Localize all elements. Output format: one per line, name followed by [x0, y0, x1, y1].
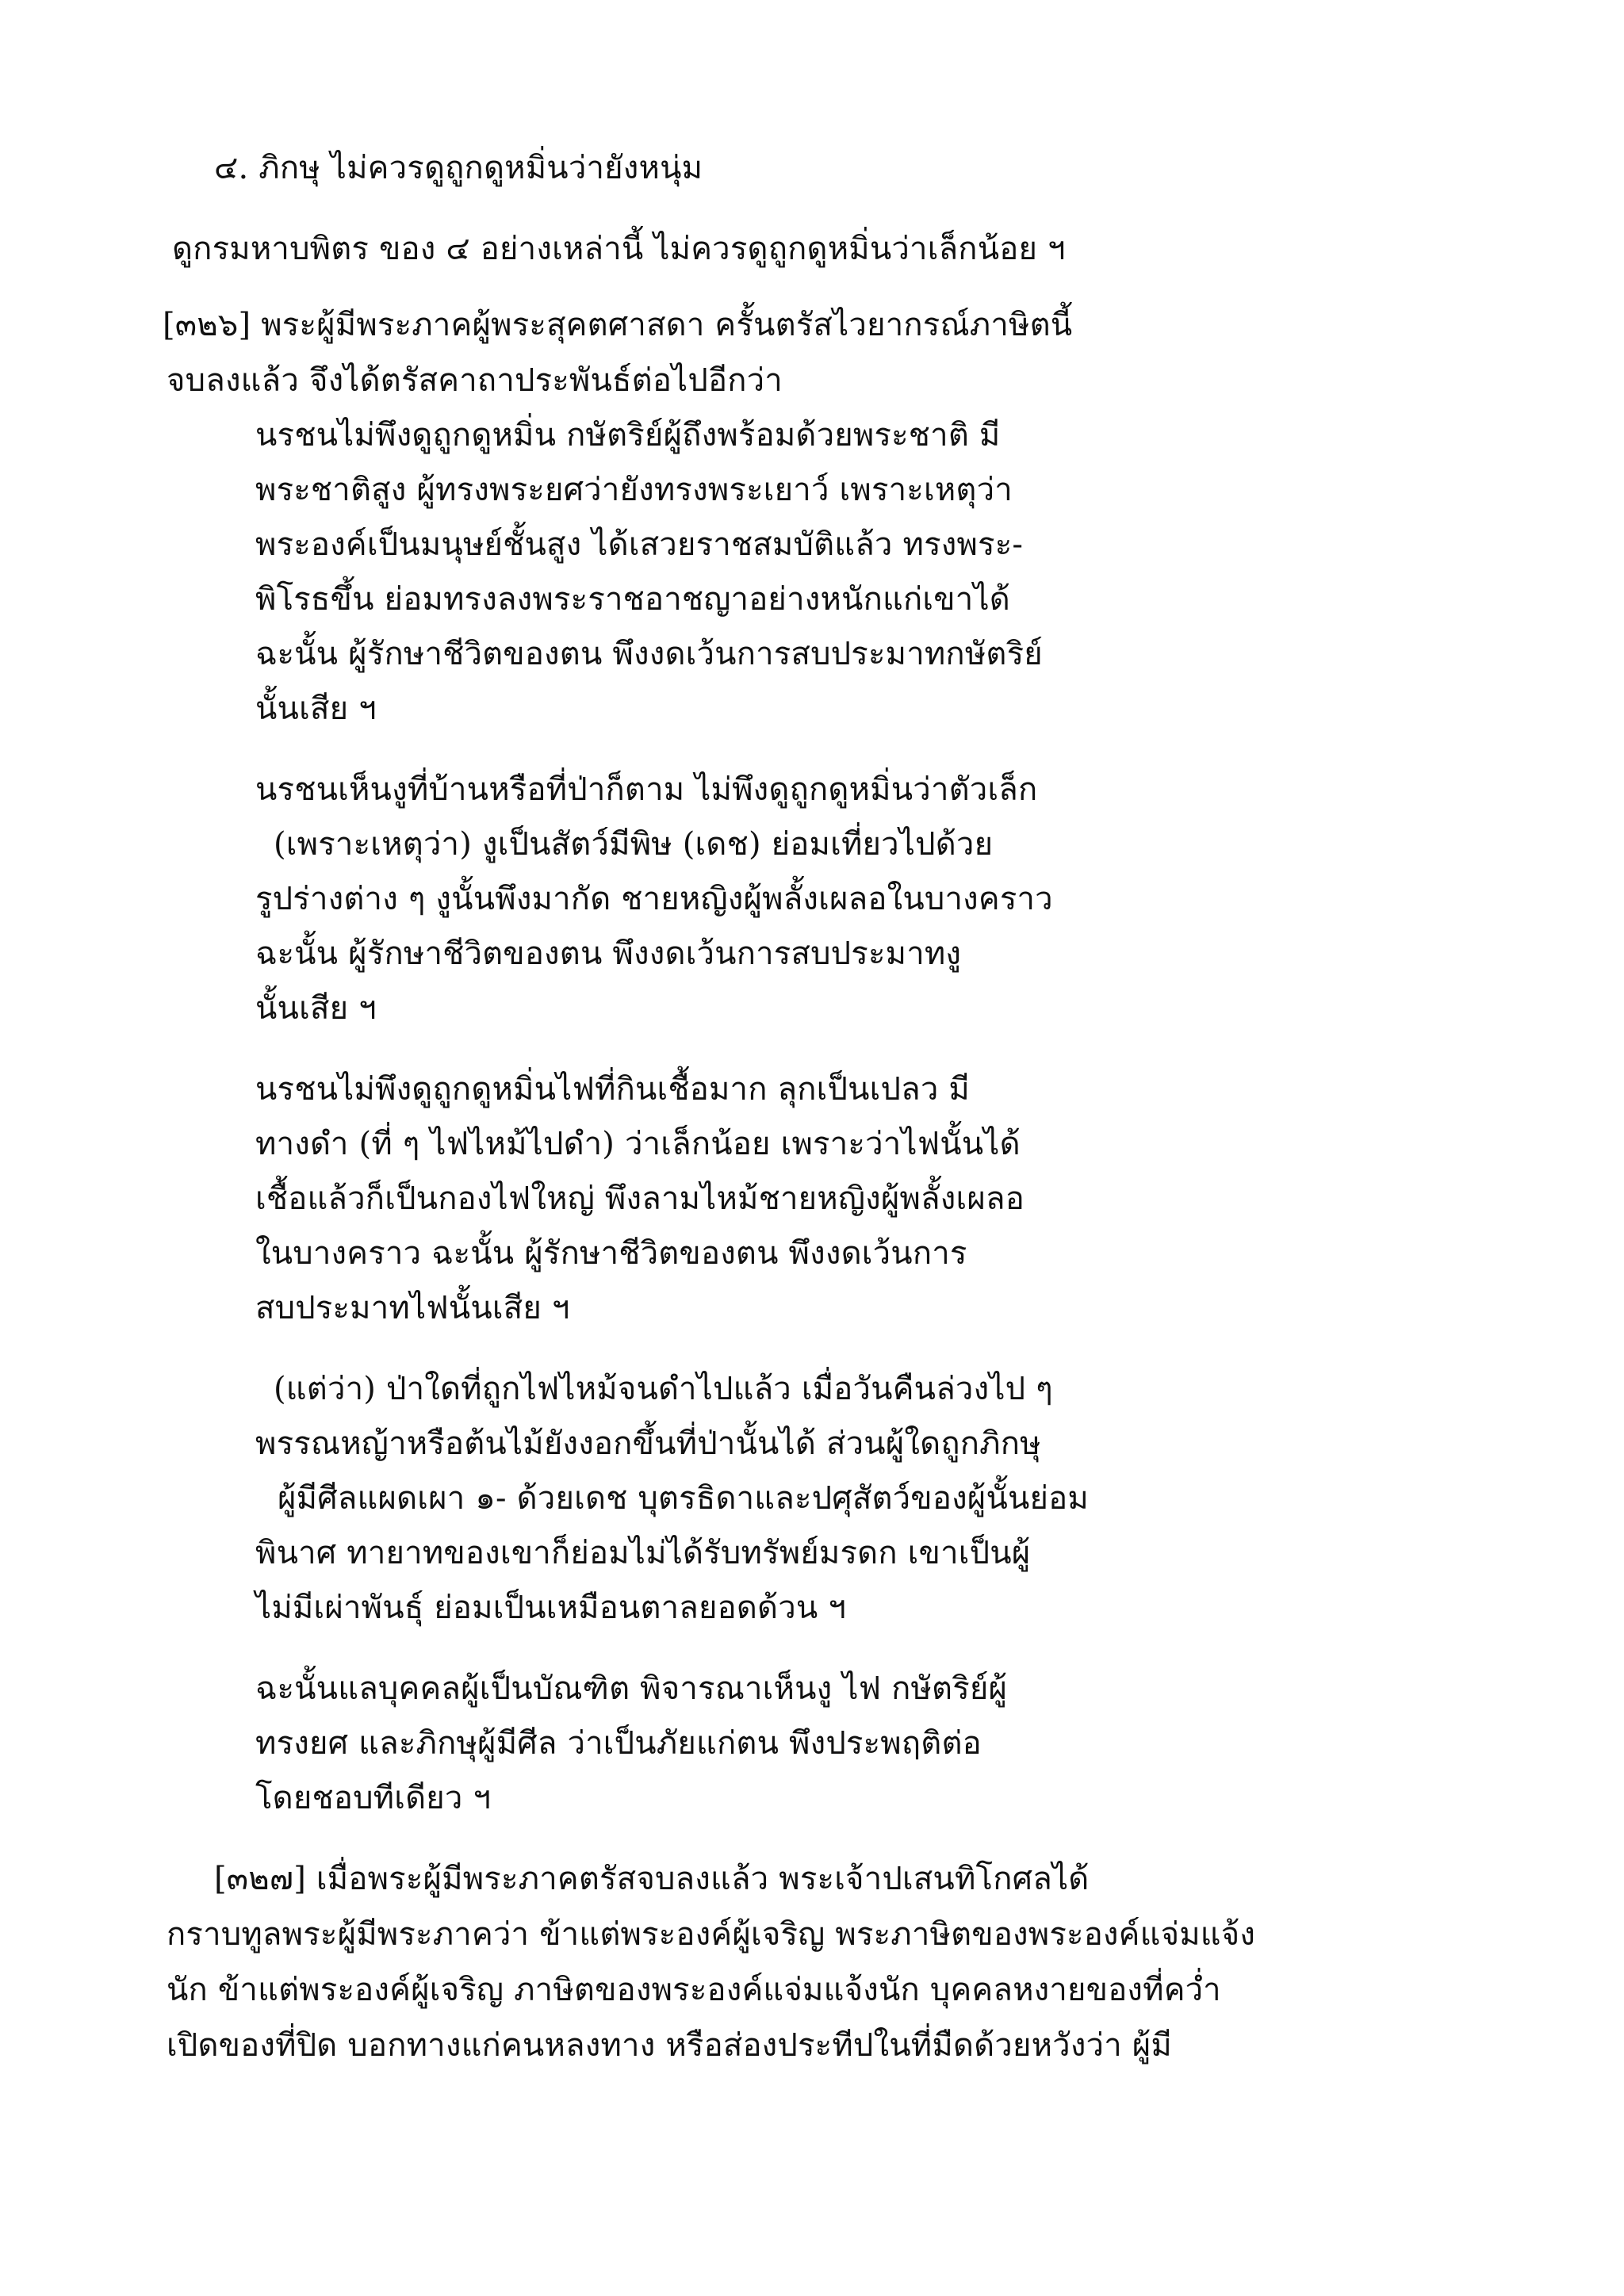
verse-line-15: ในบางคราว ฉะนั้น ผู้รักษาชีวิตของตน พึงงดเว้นการ [255, 1235, 967, 1272]
verse-line-16: สบประมาทไฟนั้นเสีย ฯ [255, 1290, 570, 1326]
verse-line-7: นรชนเห็นงูที่บ้านหรือที่ป่าก็ตาม ไม่พึงดูถูกดูหมิ่นว่าตัวเล็ก [255, 771, 1038, 808]
verse-line-2: พระชาติสูง ผู้ทรงพระยศว่ายังทรงพระเยาว์ เพราะเหตุว่า [255, 472, 1013, 508]
text-line-7: นัก ข้าแต่พระองค์ผู้เจริญ ภาษิตของพระองค์แจ่มแจ้งนัก บุคคลหงายของที่คว่ำ [167, 1972, 1221, 2008]
verse-line-14: เชื้อแล้วก็เป็นกองไฟใหญ่ พึงลามไหม้ชายหญิงผู้พลั้งเผลอ [255, 1181, 1025, 1217]
verse-line-3: พระองค์เป็นมนุษย์ชั้นสูง ได้เสวยราชสมบัติแล้ว ทรงพระ- [255, 526, 1024, 563]
verse-line-19: ผู้มีศีลแผดเผา ๑- ด้วยเดช บุตรธิดาและปศุสัตว์ของผู้นั้นย่อม [278, 1480, 1089, 1517]
verse-line-17: (แต่ว่า) ป่าใดที่ถูกไฟไหม้จนดำไปแล้ว เมื่อวันคืนล่วงไป ๆ [274, 1371, 1053, 1407]
verse-line-18: พรรณหญ้าหรือต้นไม้ยังงอกขึ้นที่ป่านั้นได้ ส่วนผู้ใดถูกภิกษุ [255, 1425, 1041, 1462]
text-line-6: กราบทูลพระผู้มีพระภาคว่า ข้าแต่พระองค์ผู้เจริญ พระภาษิตของพระองค์แจ่มแจ้ง [167, 1916, 1256, 1953]
verse-line-10: ฉะนั้น ผู้รักษาชีวิตของตน พึงงดเว้นการสบประมาทงู [255, 936, 962, 972]
text-line-1: ๔. ภิกษุ ไม่ควรดูถูกดูหมิ่นว่ายังหนุ่ม [214, 150, 703, 186]
text-line-3: [๓๒๖] พระผู้มีพระภาคผู้พระสุคตศาสดา ครั้นตรัสไวยากรณ์ภาษิตนี้ [163, 307, 1073, 343]
verse-line-21: ไม่มีเผ่าพันธุ์ ย่อมเป็นเหมือนตาลยอดด้วน ฯ [255, 1590, 847, 1626]
verse-line-5: ฉะนั้น ผู้รักษาชีวิตของตน พึงงดเว้นการสบประมาทกษัตริย์ [255, 636, 1043, 672]
verse-line-12: นรชนไม่พึงดูถูกดูหมิ่นไฟที่กินเชื้อมาก ลุกเป็นเปลว มี [255, 1071, 970, 1108]
verse-line-6: นั้นเสีย ฯ [255, 691, 377, 727]
verse-line-23: ทรงยศ และภิกษุผู้มีศีล ว่าเป็นภัยแก่ตน พึงประพฤติต่อ [255, 1725, 982, 1762]
verse-line-8: (เพราะเหตุว่า) งูเป็นสัตว์มีพิษ (เดช) ย่อมเที่ยวไปด้วย [274, 826, 994, 863]
verse-line-13: ทางดำ (ที่ ๆ ไฟไหม้ไปดำ) ว่าเล็กน้อย เพราะว่าไฟนั้นได้ [255, 1126, 1021, 1162]
text-line-8: เปิดของที่ปิด บอกทางแก่คนหลงทาง หรือส่องประทีปในที่มืดด้วยหวังว่า ผู้มี [167, 2027, 1172, 2064]
text-line-5: [๓๒๗] เมื่อพระผู้มีพระภาคตรัสจบลงแล้ว พระเจ้าปเสนทิโกศลได้ [214, 1861, 1090, 1897]
verse-line-4: พิโรธขึ้น ย่อมทรงลงพระราชอาชญาอย่างหนักแก่เขาได้ [255, 581, 1010, 618]
text-line-2: ดูกรมหาบพิตร ของ ๔ อย่างเหล่านี้ ไม่ควรดูถูกดูหมิ่นว่าเล็กน้อย ฯ [172, 231, 1066, 267]
text-line-4: จบลงแล้ว จึงได้ตรัสคาถาประพันธ์ต่อไปอีกว่า [167, 362, 783, 399]
verse-line-1: นรชนไม่พึงดูถูกดูหมิ่น กษัตริย์ผู้ถึงพร้อมด้วยพระชาติ มี [255, 417, 1001, 453]
verse-line-22: ฉะนั้นแลบุคคลผู้เป็นบัณฑิต พิจารณาเห็นงู ไฟ กษัตริย์ผู้ [255, 1670, 1008, 1707]
verse-line-20: พินาศ ทายาทของเขาก็ย่อมไม่ได้รับทรัพย์มรดก เขาเป็นผู้ [255, 1535, 1031, 1571]
verse-line-9: รูปร่างต่าง ๆ งูนั้นพึงมากัด ชายหญิงผู้พลั้งเผลอในบางคราว [255, 881, 1053, 917]
verse-line-11: นั้นเสีย ฯ [255, 990, 377, 1027]
verse-line-24: โดยชอบทีเดียว ฯ [255, 1780, 492, 1816]
